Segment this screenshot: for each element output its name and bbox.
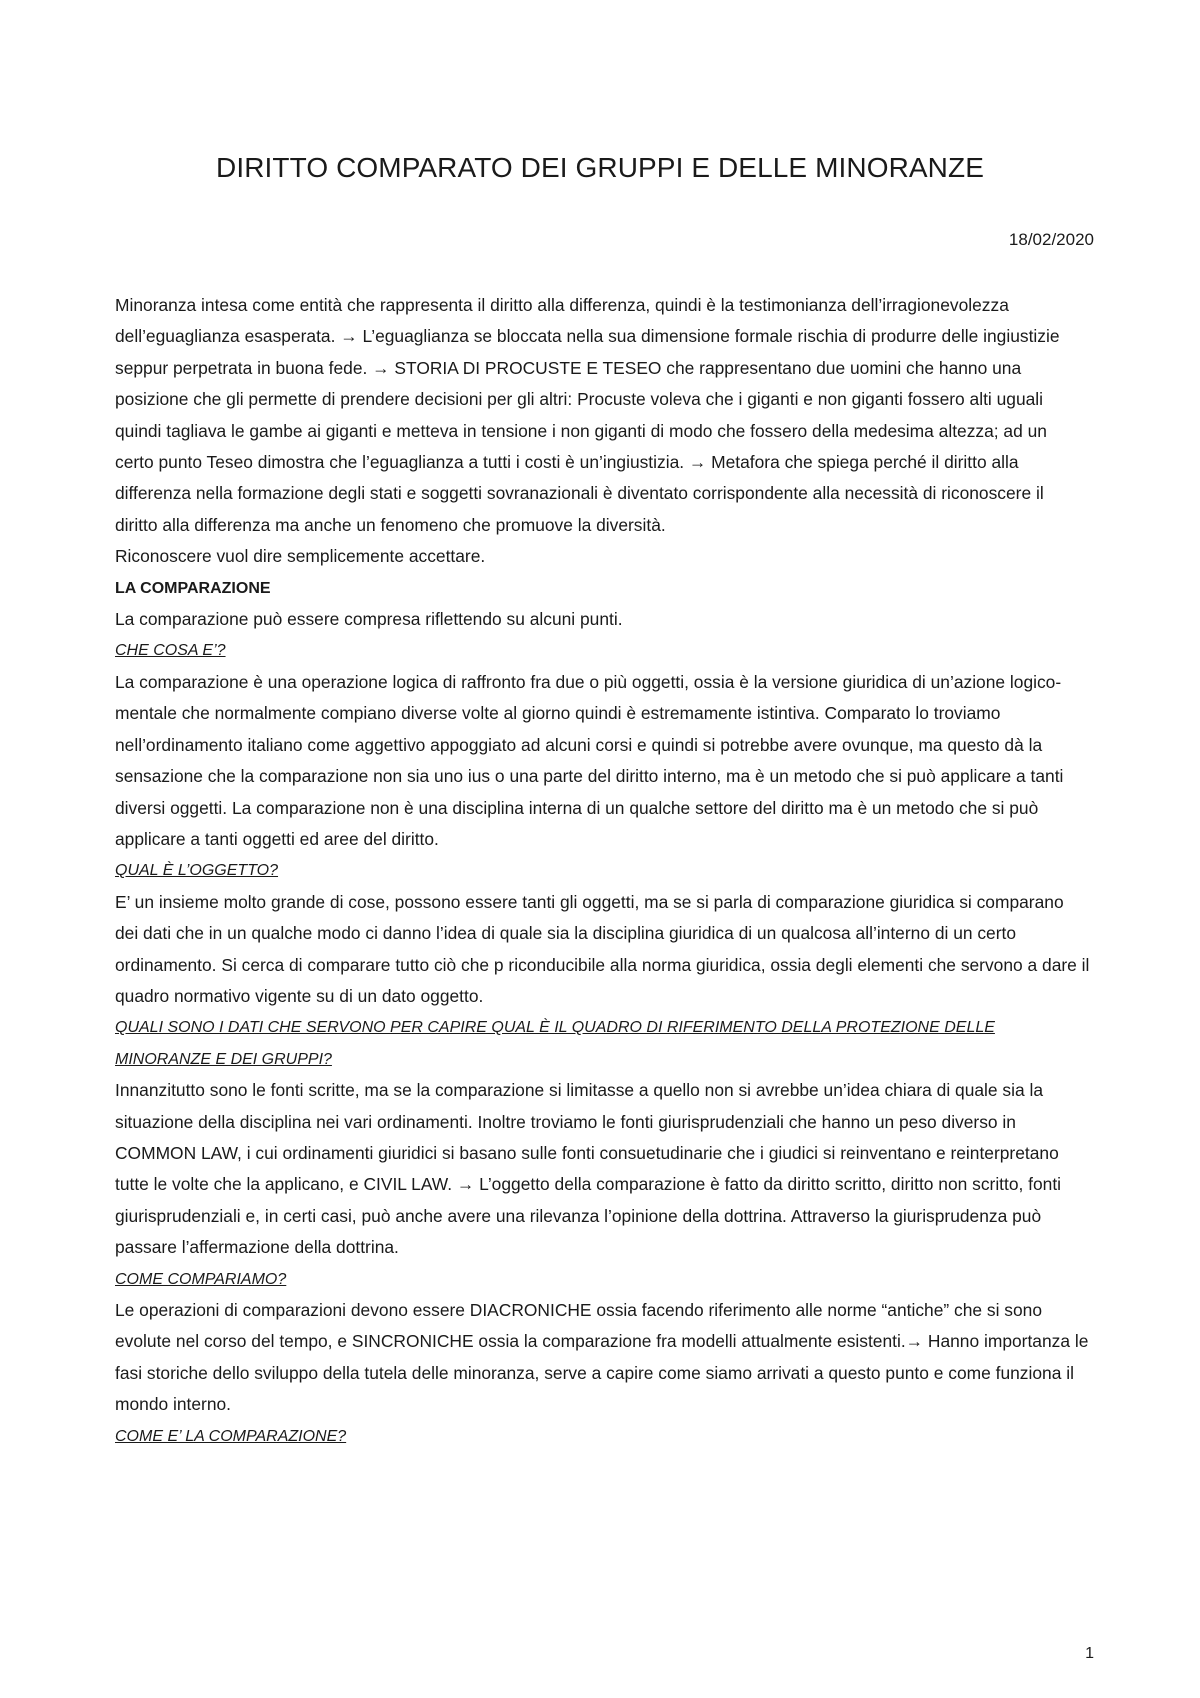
paragraph-oggetto: E’ un insieme molto grande di cose, possono essere tanti gli oggetti, ma se si parla di comparazione giuridica si comparano dei dati che in un qualche modo ci danno l’idea di quale sia la disciplina giuridica di un qualcosa all’interno di un certo ordinamento. Si cerca di comparare tutto ciò che p riconducibile alla norma giuridica, ossia degli elementi che servono a dare il quadro normativo vigente su di un dato oggetto. xyxy=(115,891,1090,1006)
page-number: 1 xyxy=(1085,1645,1094,1662)
question-heading-dati: QUALI SONO I DATI CHE SERVONO PER CAPIRE QUAL È IL QUADRO DI RIFERIMENTO DELLA PROTEZIONE DELLE MINORANZE E DEI GRUPPI? xyxy=(115,1019,995,1068)
document-date: 18/02/2020 xyxy=(1008,230,1094,249)
paragraph-minoranza: Minoranza intesa come entità che rappresenta il diritto alla differenza, quindi è la testimonianza dell’irragionevolezza dell’eguaglianza esasperata. → L’eguaglianza se bloccata nella sua dimensione formale rischia di produrre delle ingiustizie seppur perpetrata in buona fede. → STORIA DI PROCUSTE E TESEO che rappresentano due uomini che hanno una posizione che gli permette di prendere decisioni per gli altri: Procuste voleva che i giganti e non giganti fossero alti uguali quindi tagliava le gambe ai giganti e metteva in tensione i non giganti di modo che fossero della medesima altezza; ad un certo punto Teseo dimostra che l’eguaglianza a tutti i costi è un’ingiustizia. → Metafora che spiega perché il diritto alla differenza nella formazione degli stati e soggetti sovranazionali è diventato corrispondente alla necessità di riconoscere il diritto alla differenza ma anche un fenomeno che promuove la diversità. xyxy=(115,295,1060,535)
question-heading-come-compariamo: COME COMPARIAMO? xyxy=(115,1270,287,1288)
paragraph-intro-comparazione: La comparazione può essere compresa riflettendo su alcuni punti. xyxy=(115,609,623,630)
question-heading-oggetto: QUAL È L’OGGETTO? xyxy=(115,862,279,880)
paragraph-che-cosa: La comparazione è una operazione logica di raffronto fra due o più oggetti, ossia è la versione giuridica di un’azione logico- mentale che normalmente compiano diverse volte al giorno quindi è estremamente istintiva. Comparato lo troviamo nell’ordinamento italiano come aggettivo appoggiato ad alcuni corsi e quindi si potrebbe avere ovunque, ma questo dà la sensazione che la comparazione non sia uno ius o una parte del diritto interno, ma è un metodo che si può applicare a tanti diversi oggetti. La comparazione non è una disciplina interna di un qualche settore del diritto ma è un metodo che si può applicare a tanti oggetti ed aree del diritto. xyxy=(115,671,1064,849)
paragraph-come-compariamo: Le operazioni di comparazioni devono essere DIACRONICHE ossia facendo riferimento alle norme “antiche” che si sono evolute nel corso del tempo, e SINCRONICHE ossia la comparazione fra modelli attualmente esistenti.→ Hanno importanza le fasi storiche dello sviluppo della tutela delle minoranza, serve a capire come siamo arrivati a questo punto e come funziona il mondo interno. xyxy=(115,1300,1089,1415)
section-heading-comparazione: LA COMPARAZIONE xyxy=(115,579,271,597)
document-title: DIRITTO COMPARATO DEI GRUPPI E DELLE MINORANZE xyxy=(216,152,984,183)
question-heading-come-e: COME E’ LA COMPARAZIONE? xyxy=(115,1427,347,1445)
paragraph-riconoscere: Riconoscere vuol dire semplicemente accettare. xyxy=(115,546,486,567)
question-heading-che-cosa: CHE COSA E’? xyxy=(115,642,226,660)
paragraph-dati: Innanzitutto sono le fonti scritte, ma se la comparazione si limitasse a quello non si avrebbe un’idea chiara di quale sia la situazione della disciplina nei vari ordinamenti. Inoltre troviamo le fonti giurisprudenziali che hanno un peso diverso in COMMON LAW, i cui ordinamenti giuridici si basano sulle fonti consuetudinarie che i giudici si reinventano e reinterpretano tutte le volte che la applicano, e CIVIL LAW. → L’oggetto della comparazione è fatto da diritto scritto, diritto non scritto, fonti giurisprudenziali e, in certi casi, può anche avere una rilevanza l’opinione della dottrina. Attraverso la giurisprudenza può passare l’affermazione della dottrina. xyxy=(115,1080,1062,1258)
document-body xyxy=(115,290,1090,1452)
